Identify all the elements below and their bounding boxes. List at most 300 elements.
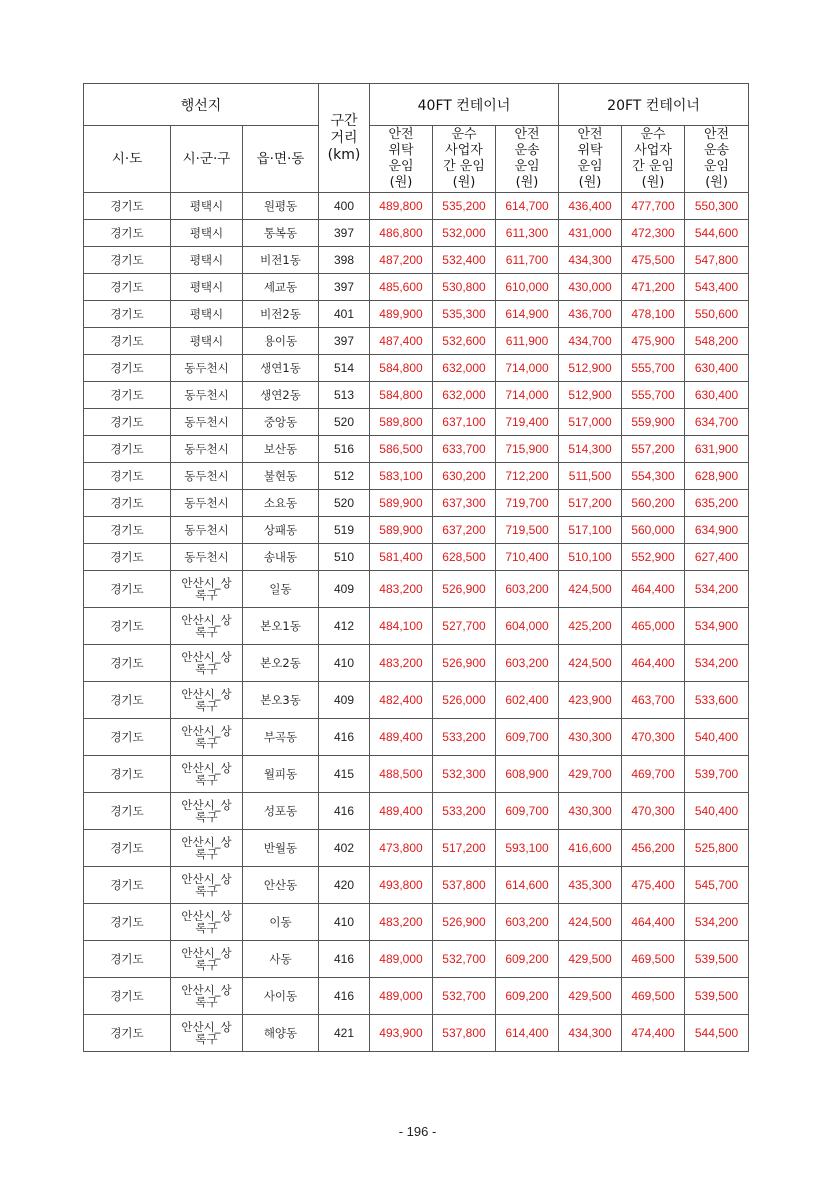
cell-distance: 409 [319, 571, 370, 608]
cell-40ft-trust-rate: 482,400 [370, 682, 433, 719]
cell-20ft-trust-rate: 430,300 [559, 793, 622, 830]
cell-20ft-trust-rate: 434,700 [559, 328, 622, 355]
cell-20ft-transport-rate: 544,500 [685, 1015, 749, 1052]
cell-40ft-trust-rate: 584,800 [370, 382, 433, 409]
cell-20ft-transport-rate: 628,900 [685, 463, 749, 490]
cell-distance: 416 [319, 719, 370, 756]
table-row [84, 382, 749, 409]
freight-rate-table [83, 83, 749, 1052]
table-row [84, 682, 749, 719]
cell-40ft-carrier-rate: 526,900 [433, 645, 496, 682]
cell-20ft-transport-rate: 540,400 [685, 793, 749, 830]
cell-40ft-carrier-rate: 517,200 [433, 830, 496, 867]
cell-eupmyeondong: 사이동 [243, 978, 319, 1015]
cell-sigungu: 안산시_상 록구 [171, 645, 243, 682]
cell-40ft-trust-rate: 489,400 [370, 719, 433, 756]
cell-sigungu: 안산시_상 록구 [171, 756, 243, 793]
cell-distance: 398 [319, 247, 370, 274]
cell-eupmyeondong: 생연2동 [243, 382, 319, 409]
cell-40ft-transport-rate: 719,700 [496, 490, 559, 517]
cell-20ft-transport-rate: 539,500 [685, 978, 749, 1015]
table-row [84, 274, 749, 301]
header-distance: 구간 거리 (km) [319, 84, 370, 193]
cell-20ft-transport-rate: 525,800 [685, 830, 749, 867]
cell-20ft-transport-rate: 545,700 [685, 867, 749, 904]
cell-20ft-transport-rate: 534,200 [685, 645, 749, 682]
table-row [84, 645, 749, 682]
cell-sido: 경기도 [84, 867, 171, 904]
cell-distance: 519 [319, 517, 370, 544]
table-row [84, 793, 749, 830]
cell-distance: 397 [319, 328, 370, 355]
cell-20ft-carrier-rate: 560,200 [622, 490, 685, 517]
cell-distance: 410 [319, 904, 370, 941]
cell-20ft-carrier-rate: 464,400 [622, 904, 685, 941]
cell-40ft-carrier-rate: 633,700 [433, 436, 496, 463]
table-row [84, 193, 749, 220]
cell-sido: 경기도 [84, 436, 171, 463]
header-40ft-trust-rate: 안전 위탁 운임 (원) [370, 126, 433, 193]
cell-40ft-trust-rate: 483,200 [370, 571, 433, 608]
cell-40ft-trust-rate: 484,100 [370, 608, 433, 645]
cell-sido: 경기도 [84, 247, 171, 274]
cell-20ft-trust-rate: 429,500 [559, 941, 622, 978]
cell-20ft-transport-rate: 534,200 [685, 571, 749, 608]
cell-distance: 510 [319, 544, 370, 571]
cell-sido: 경기도 [84, 490, 171, 517]
cell-40ft-transport-rate: 609,200 [496, 978, 559, 1015]
cell-20ft-trust-rate: 517,100 [559, 517, 622, 544]
cell-20ft-transport-rate: 550,600 [685, 301, 749, 328]
cell-40ft-transport-rate: 614,700 [496, 193, 559, 220]
cell-sigungu: 평택시 [171, 328, 243, 355]
cell-40ft-trust-rate: 487,400 [370, 328, 433, 355]
cell-40ft-transport-rate: 715,900 [496, 436, 559, 463]
cell-distance: 401 [319, 301, 370, 328]
cell-eupmyeondong: 성포동 [243, 793, 319, 830]
table-row [84, 409, 749, 436]
cell-40ft-transport-rate: 604,000 [496, 608, 559, 645]
cell-eupmyeondong: 본오1동 [243, 608, 319, 645]
cell-20ft-trust-rate: 434,300 [559, 247, 622, 274]
cell-20ft-trust-rate: 424,500 [559, 645, 622, 682]
cell-sigungu: 안산시_상 록구 [171, 941, 243, 978]
cell-eupmyeondong: 해양동 [243, 1015, 319, 1052]
cell-sido: 경기도 [84, 409, 171, 436]
cell-sigungu: 평택시 [171, 301, 243, 328]
table-row [84, 978, 749, 1015]
cell-distance: 520 [319, 490, 370, 517]
cell-20ft-carrier-rate: 471,200 [622, 274, 685, 301]
cell-40ft-transport-rate: 614,600 [496, 867, 559, 904]
cell-20ft-carrier-rate: 477,700 [622, 193, 685, 220]
cell-eupmyeondong: 송내동 [243, 544, 319, 571]
cell-40ft-transport-rate: 609,200 [496, 941, 559, 978]
cell-40ft-carrier-rate: 526,900 [433, 904, 496, 941]
cell-40ft-carrier-rate: 530,800 [433, 274, 496, 301]
cell-40ft-trust-rate: 589,900 [370, 490, 433, 517]
cell-sido: 경기도 [84, 544, 171, 571]
cell-20ft-carrier-rate: 469,500 [622, 941, 685, 978]
cell-40ft-trust-rate: 493,900 [370, 1015, 433, 1052]
cell-40ft-carrier-rate: 532,700 [433, 941, 496, 978]
cell-distance: 416 [319, 978, 370, 1015]
table-row [84, 867, 749, 904]
cell-sigungu: 평택시 [171, 220, 243, 247]
header-20ft: 20FT 컨테이너 [559, 84, 749, 126]
cell-20ft-carrier-rate: 470,300 [622, 793, 685, 830]
cell-40ft-trust-rate: 583,100 [370, 463, 433, 490]
cell-sigungu: 안산시_상 록구 [171, 793, 243, 830]
cell-40ft-carrier-rate: 637,200 [433, 517, 496, 544]
table-row [84, 544, 749, 571]
cell-40ft-transport-rate: 719,400 [496, 409, 559, 436]
cell-sido: 경기도 [84, 793, 171, 830]
cell-40ft-carrier-rate: 533,200 [433, 793, 496, 830]
cell-20ft-trust-rate: 434,300 [559, 1015, 622, 1052]
cell-40ft-transport-rate: 611,300 [496, 220, 559, 247]
cell-distance: 412 [319, 608, 370, 645]
cell-20ft-carrier-rate: 475,500 [622, 247, 685, 274]
cell-sido: 경기도 [84, 328, 171, 355]
header-20ft-carrier-rate: 운수 사업자 간 운임 (원) [622, 126, 685, 193]
cell-20ft-trust-rate: 430,300 [559, 719, 622, 756]
cell-40ft-transport-rate: 610,000 [496, 274, 559, 301]
cell-20ft-transport-rate: 634,700 [685, 409, 749, 436]
cell-sigungu: 동두천시 [171, 490, 243, 517]
table-row [84, 756, 749, 793]
table-row [84, 328, 749, 355]
cell-40ft-carrier-rate: 533,200 [433, 719, 496, 756]
cell-distance: 409 [319, 682, 370, 719]
cell-distance: 520 [319, 409, 370, 436]
cell-20ft-carrier-rate: 555,700 [622, 382, 685, 409]
cell-sido: 경기도 [84, 1015, 171, 1052]
cell-20ft-transport-rate: 548,200 [685, 328, 749, 355]
cell-40ft-trust-rate: 489,000 [370, 941, 433, 978]
cell-20ft-trust-rate: 510,100 [559, 544, 622, 571]
cell-40ft-carrier-rate: 532,400 [433, 247, 496, 274]
cell-20ft-carrier-rate: 474,400 [622, 1015, 685, 1052]
cell-distance: 416 [319, 941, 370, 978]
cell-40ft-carrier-rate: 526,900 [433, 571, 496, 608]
cell-20ft-carrier-rate: 555,700 [622, 355, 685, 382]
cell-40ft-transport-rate: 593,100 [496, 830, 559, 867]
cell-20ft-transport-rate: 634,900 [685, 517, 749, 544]
cell-40ft-transport-rate: 719,500 [496, 517, 559, 544]
cell-40ft-transport-rate: 714,000 [496, 355, 559, 382]
cell-40ft-carrier-rate: 628,500 [433, 544, 496, 571]
cell-40ft-transport-rate: 611,700 [496, 247, 559, 274]
cell-sido: 경기도 [84, 571, 171, 608]
cell-40ft-carrier-rate: 632,000 [433, 382, 496, 409]
cell-20ft-transport-rate: 550,300 [685, 193, 749, 220]
cell-40ft-carrier-rate: 535,300 [433, 301, 496, 328]
cell-eupmyeondong: 중앙동 [243, 409, 319, 436]
cell-20ft-carrier-rate: 475,900 [622, 328, 685, 355]
cell-40ft-trust-rate: 489,800 [370, 193, 433, 220]
cell-distance: 397 [319, 274, 370, 301]
cell-40ft-carrier-rate: 532,700 [433, 978, 496, 1015]
cell-40ft-carrier-rate: 630,200 [433, 463, 496, 490]
cell-40ft-transport-rate: 609,700 [496, 719, 559, 756]
cell-20ft-trust-rate: 512,900 [559, 382, 622, 409]
cell-eupmyeondong: 보산동 [243, 436, 319, 463]
cell-20ft-transport-rate: 539,700 [685, 756, 749, 793]
cell-sido: 경기도 [84, 756, 171, 793]
cell-40ft-carrier-rate: 532,300 [433, 756, 496, 793]
cell-20ft-trust-rate: 425,200 [559, 608, 622, 645]
cell-40ft-transport-rate: 614,900 [496, 301, 559, 328]
header-20ft-transport-rate: 안전 운송 운임 (원) [685, 126, 749, 193]
table-row [84, 463, 749, 490]
cell-40ft-trust-rate: 489,000 [370, 978, 433, 1015]
cell-40ft-trust-rate: 586,500 [370, 436, 433, 463]
table-row [84, 490, 749, 517]
table-row [84, 904, 749, 941]
cell-distance: 410 [319, 645, 370, 682]
cell-eupmyeondong: 월피동 [243, 756, 319, 793]
cell-eupmyeondong: 본오2동 [243, 645, 319, 682]
cell-20ft-carrier-rate: 470,300 [622, 719, 685, 756]
cell-40ft-transport-rate: 602,400 [496, 682, 559, 719]
cell-40ft-carrier-rate: 527,700 [433, 608, 496, 645]
cell-20ft-trust-rate: 429,700 [559, 756, 622, 793]
cell-20ft-trust-rate: 512,900 [559, 355, 622, 382]
cell-sido: 경기도 [84, 978, 171, 1015]
table-row [84, 608, 749, 645]
cell-20ft-transport-rate: 631,900 [685, 436, 749, 463]
cell-20ft-transport-rate: 539,500 [685, 941, 749, 978]
cell-sido: 경기도 [84, 463, 171, 490]
cell-eupmyeondong: 비전2동 [243, 301, 319, 328]
cell-40ft-transport-rate: 603,200 [496, 645, 559, 682]
cell-sigungu: 안산시_상 록구 [171, 867, 243, 904]
cell-distance: 516 [319, 436, 370, 463]
table-row [84, 436, 749, 463]
cell-20ft-transport-rate: 540,400 [685, 719, 749, 756]
table-row [84, 941, 749, 978]
cell-40ft-carrier-rate: 532,000 [433, 220, 496, 247]
cell-distance: 512 [319, 463, 370, 490]
cell-20ft-transport-rate: 627,400 [685, 544, 749, 571]
cell-40ft-carrier-rate: 632,000 [433, 355, 496, 382]
cell-distance: 400 [319, 193, 370, 220]
cell-20ft-trust-rate: 511,500 [559, 463, 622, 490]
cell-20ft-transport-rate: 533,600 [685, 682, 749, 719]
cell-20ft-carrier-rate: 469,500 [622, 978, 685, 1015]
cell-40ft-trust-rate: 483,200 [370, 904, 433, 941]
cell-eupmyeondong: 세교동 [243, 274, 319, 301]
cell-40ft-carrier-rate: 537,800 [433, 867, 496, 904]
cell-sido: 경기도 [84, 274, 171, 301]
cell-40ft-transport-rate: 710,400 [496, 544, 559, 571]
cell-20ft-trust-rate: 431,000 [559, 220, 622, 247]
header-40ft-transport-rate: 안전 운송 운임 (원) [496, 126, 559, 193]
table-row [84, 247, 749, 274]
cell-20ft-carrier-rate: 456,200 [622, 830, 685, 867]
cell-40ft-carrier-rate: 637,100 [433, 409, 496, 436]
cell-sigungu: 동두천시 [171, 355, 243, 382]
cell-sido: 경기도 [84, 682, 171, 719]
cell-sido: 경기도 [84, 830, 171, 867]
table-row [84, 517, 749, 544]
cell-sido: 경기도 [84, 193, 171, 220]
cell-40ft-trust-rate: 589,800 [370, 409, 433, 436]
cell-40ft-transport-rate: 603,200 [496, 904, 559, 941]
cell-20ft-carrier-rate: 464,400 [622, 571, 685, 608]
header-destination: 행선지 [84, 84, 319, 126]
cell-40ft-trust-rate: 581,400 [370, 544, 433, 571]
cell-20ft-trust-rate: 416,600 [559, 830, 622, 867]
cell-eupmyeondong: 본오3동 [243, 682, 319, 719]
cell-20ft-carrier-rate: 472,300 [622, 220, 685, 247]
cell-sigungu: 평택시 [171, 247, 243, 274]
cell-20ft-transport-rate: 534,200 [685, 904, 749, 941]
table-body [84, 193, 749, 1052]
cell-eupmyeondong: 상패동 [243, 517, 319, 544]
cell-20ft-trust-rate: 436,700 [559, 301, 622, 328]
cell-sido: 경기도 [84, 220, 171, 247]
cell-20ft-transport-rate: 547,800 [685, 247, 749, 274]
header-20ft-trust-rate: 안전 위탁 운임 (원) [559, 126, 622, 193]
cell-sigungu: 동두천시 [171, 544, 243, 571]
cell-40ft-trust-rate: 589,900 [370, 517, 433, 544]
cell-20ft-trust-rate: 424,500 [559, 904, 622, 941]
cell-sido: 경기도 [84, 382, 171, 409]
cell-eupmyeondong: 비전1동 [243, 247, 319, 274]
cell-40ft-carrier-rate: 637,300 [433, 490, 496, 517]
cell-40ft-transport-rate: 609,700 [496, 793, 559, 830]
cell-distance: 402 [319, 830, 370, 867]
cell-40ft-trust-rate: 486,800 [370, 220, 433, 247]
cell-sigungu: 안산시_상 록구 [171, 608, 243, 645]
cell-sido: 경기도 [84, 608, 171, 645]
cell-40ft-transport-rate: 603,200 [496, 571, 559, 608]
table-row [84, 220, 749, 247]
cell-sigungu: 안산시_상 록구 [171, 904, 243, 941]
header-sido: 시·도 [84, 126, 171, 193]
header-40ft: 40FT 컨테이너 [370, 84, 559, 126]
cell-distance: 513 [319, 382, 370, 409]
cell-20ft-carrier-rate: 560,000 [622, 517, 685, 544]
cell-sigungu: 안산시_상 록구 [171, 978, 243, 1015]
cell-eupmyeondong: 이동 [243, 904, 319, 941]
cell-eupmyeondong: 사동 [243, 941, 319, 978]
table-row [84, 355, 749, 382]
cell-40ft-carrier-rate: 535,200 [433, 193, 496, 220]
cell-eupmyeondong: 불현동 [243, 463, 319, 490]
cell-40ft-transport-rate: 614,400 [496, 1015, 559, 1052]
cell-20ft-trust-rate: 514,300 [559, 436, 622, 463]
cell-40ft-transport-rate: 714,000 [496, 382, 559, 409]
cell-eupmyeondong: 통복동 [243, 220, 319, 247]
cell-distance: 421 [319, 1015, 370, 1052]
cell-distance: 514 [319, 355, 370, 382]
cell-eupmyeondong: 안산동 [243, 867, 319, 904]
cell-20ft-transport-rate: 630,400 [685, 382, 749, 409]
cell-sigungu: 평택시 [171, 274, 243, 301]
cell-40ft-trust-rate: 489,400 [370, 793, 433, 830]
cell-eupmyeondong: 용이동 [243, 328, 319, 355]
table-row [84, 571, 749, 608]
cell-20ft-transport-rate: 543,400 [685, 274, 749, 301]
cell-distance: 416 [319, 793, 370, 830]
cell-sigungu: 동두천시 [171, 382, 243, 409]
cell-40ft-trust-rate: 489,900 [370, 301, 433, 328]
cell-eupmyeondong: 부곡동 [243, 719, 319, 756]
cell-sigungu: 동두천시 [171, 436, 243, 463]
cell-40ft-transport-rate: 712,200 [496, 463, 559, 490]
cell-sido: 경기도 [84, 355, 171, 382]
header-eupmyeondong: 읍·면·동 [243, 126, 319, 193]
cell-40ft-trust-rate: 485,600 [370, 274, 433, 301]
table-row [84, 719, 749, 756]
cell-20ft-trust-rate: 435,300 [559, 867, 622, 904]
cell-40ft-trust-rate: 483,200 [370, 645, 433, 682]
cell-20ft-transport-rate: 544,600 [685, 220, 749, 247]
cell-20ft-carrier-rate: 469,700 [622, 756, 685, 793]
cell-20ft-carrier-rate: 464,400 [622, 645, 685, 682]
cell-20ft-carrier-rate: 475,400 [622, 867, 685, 904]
cell-sigungu: 평택시 [171, 193, 243, 220]
cell-sido: 경기도 [84, 301, 171, 328]
cell-40ft-carrier-rate: 537,800 [433, 1015, 496, 1052]
cell-eupmyeondong: 소요동 [243, 490, 319, 517]
cell-20ft-trust-rate: 430,000 [559, 274, 622, 301]
cell-40ft-trust-rate: 473,800 [370, 830, 433, 867]
cell-40ft-transport-rate: 608,900 [496, 756, 559, 793]
cell-20ft-carrier-rate: 552,900 [622, 544, 685, 571]
cell-20ft-carrier-rate: 554,300 [622, 463, 685, 490]
cell-sigungu: 안산시_상 록구 [171, 830, 243, 867]
cell-sigungu: 안산시_상 록구 [171, 571, 243, 608]
cell-sido: 경기도 [84, 941, 171, 978]
header-sigungu: 시·군·구 [171, 126, 243, 193]
cell-40ft-carrier-rate: 526,000 [433, 682, 496, 719]
cell-distance: 397 [319, 220, 370, 247]
cell-eupmyeondong: 일동 [243, 571, 319, 608]
cell-20ft-carrier-rate: 557,200 [622, 436, 685, 463]
header-40ft-carrier-rate: 운수 사업자 간 운임 (원) [433, 126, 496, 193]
cell-20ft-transport-rate: 630,400 [685, 355, 749, 382]
cell-40ft-trust-rate: 487,200 [370, 247, 433, 274]
cell-20ft-trust-rate: 429,500 [559, 978, 622, 1015]
cell-20ft-trust-rate: 424,500 [559, 571, 622, 608]
cell-20ft-trust-rate: 423,900 [559, 682, 622, 719]
cell-20ft-carrier-rate: 559,900 [622, 409, 685, 436]
cell-40ft-transport-rate: 611,900 [496, 328, 559, 355]
page-number: - 196 - [398, 1124, 437, 1139]
cell-distance: 415 [319, 756, 370, 793]
cell-40ft-carrier-rate: 532,600 [433, 328, 496, 355]
cell-20ft-carrier-rate: 465,000 [622, 608, 685, 645]
cell-40ft-trust-rate: 584,800 [370, 355, 433, 382]
table-header [84, 84, 749, 193]
cell-sido: 경기도 [84, 645, 171, 682]
cell-sigungu: 동두천시 [171, 517, 243, 544]
cell-sido: 경기도 [84, 517, 171, 544]
cell-40ft-trust-rate: 493,800 [370, 867, 433, 904]
cell-20ft-trust-rate: 436,400 [559, 193, 622, 220]
cell-20ft-trust-rate: 517,000 [559, 409, 622, 436]
cell-sigungu: 안산시_상 록구 [171, 682, 243, 719]
cell-sigungu: 동두천시 [171, 463, 243, 490]
cell-eupmyeondong: 반월동 [243, 830, 319, 867]
table-row [84, 301, 749, 328]
cell-sigungu: 안산시_상 록구 [171, 1015, 243, 1052]
table-row [84, 1015, 749, 1052]
